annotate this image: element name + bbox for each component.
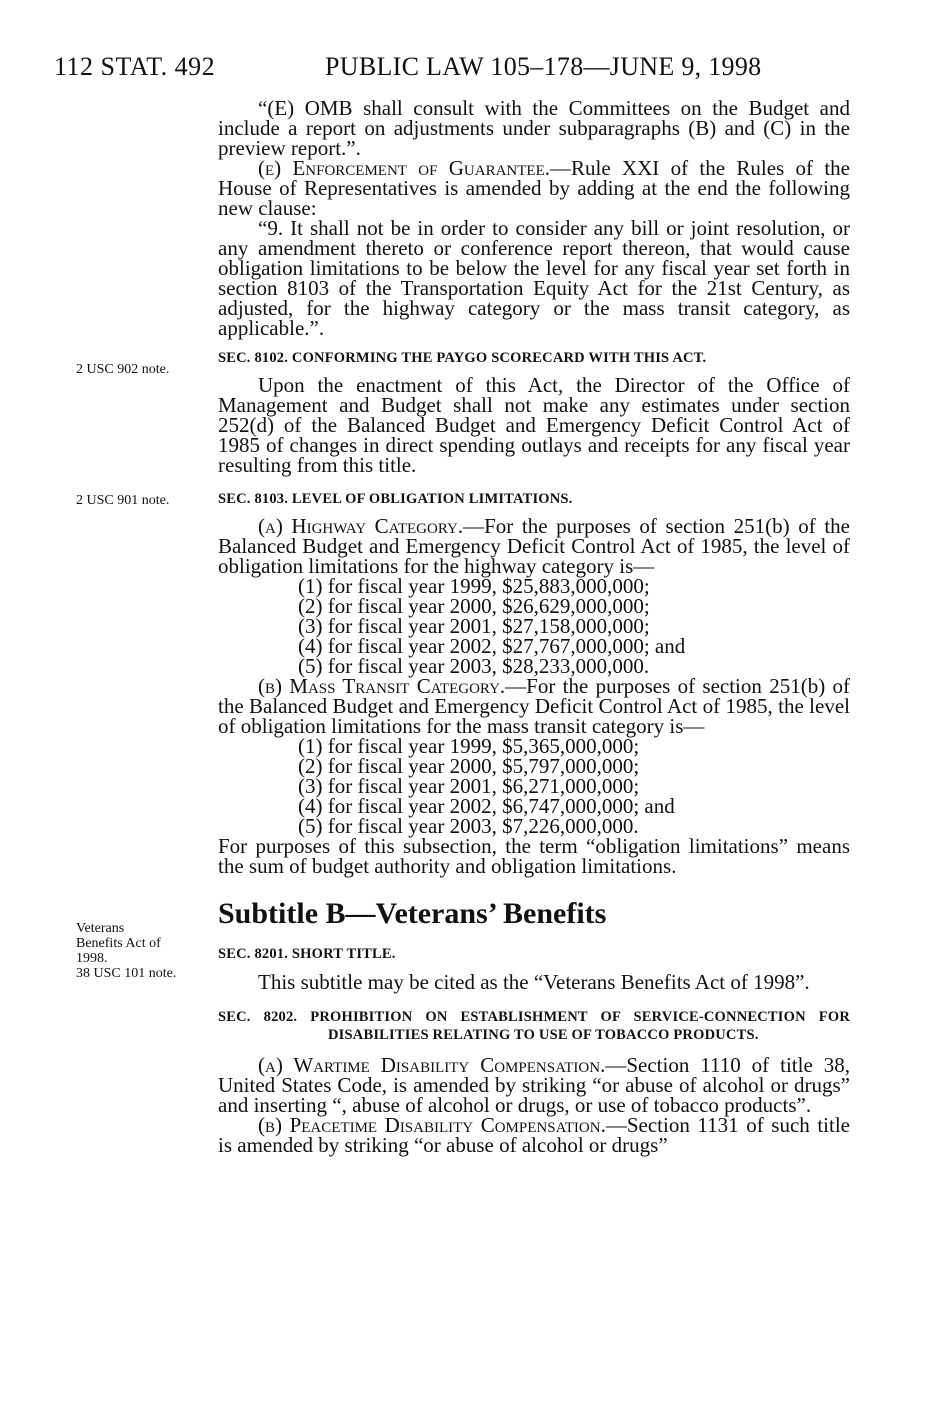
transit-item: (1) for fiscal year 1999, $5,365,000,000; [298,734,640,758]
clause-9: “9. It shall not be in order to consider any bill or joint resolution, or any amendment thereto or conference report thereon, that would cause obligation limitations to be below the level for any fiscal year set forth in section 8103 of the Transportation Equity Act for the 21st Century, as adjusted, for the highway category or the mass transit category, as applicable.”. [218,216,850,340]
enforcement-label: (e) Enforcement of Guarantee. [258,156,550,180]
enforcement-text: —Rule XXI of the Rules of the House of Representatives is amended by adding at the end the following new clause: [218,156,850,220]
margin-note-line: Benefits Act of [76,936,161,951]
sec-8201-heading: SEC. 8201. SHORT TITLE. [218,946,396,962]
subtitle-heading: Subtitle B—Veterans’ Benefits [218,897,607,930]
highway-text: —For the purposes of section 251(b) of the Balanced Budget and Emergency Deficit Control Act of 1985, the level of obligation limitations for the highway category is— [218,514,850,578]
sec-8103-heading: SEC. 8103. LEVEL OF OBLIGATION LIMITATIONS. [218,491,573,507]
transit-item: (2) for fiscal year 2000, $5,797,000,000; [298,754,640,778]
paragraph-peacetime [218,1115,850,1155]
sec-8201-text: This subtitle may be cited as the “Veterans Benefits Act of 1998”. [258,970,810,994]
paragraph-highway [218,516,850,576]
transit-item: (4) for fiscal year 2002, $6,747,000,000; and [298,794,675,818]
margin-note-veterans [76,921,216,981]
transit-item: (3) for fiscal year 2001, $6,271,000,000; [298,774,640,798]
page-reference: 112 STAT. 492 [54,52,216,81]
paragraph-wartime [218,1055,850,1115]
wartime-label: (a) Wartime Disability Compensation. [258,1053,606,1077]
transit-label: (b) Mass Transit Category. [258,674,506,698]
highway-item: (3) for fiscal year 2001, $27,158,000,000; [298,614,650,638]
transit-item: (5) for fiscal year 2003, $7,226,000,000. [298,814,639,838]
highway-label: (a) Highway Category. [258,514,464,538]
definition-paragraph: For purposes of this subsection, the term “obligation limitations” means the sum of budget authority and obligation limitations. [218,834,850,878]
body-text [218,98,850,1155]
highway-item: (2) for fiscal year 2000, $26,629,000,000; [298,594,650,618]
sec-8202-heading: SEC. 8202. PROHIBITION ON ESTABLISHMENT OF SERVICE-CONNECTION FOR DISABILITIES RELATING TO USE OF TOBACCO PRODUCTS. [218,1009,850,1043]
margin-note-line: Veterans [76,921,125,936]
peacetime-label: (b) Peacetime Disability Compensation. [258,1113,606,1137]
highway-item: (5) for fiscal year 2003, $28,233,000,000. [298,654,650,678]
margin-note-line: 1998. [76,951,108,966]
highway-item: (1) for fiscal year 1999, $25,883,000,000; [298,574,650,598]
paragraph-e-omb: “(E) OMB shall consult with the Committees on the Budget and include a report on adjustments under subparagraphs (B) and (C) in the preview report.”. [218,96,850,160]
paragraph-enforcement [218,158,850,218]
running-head: PUBLIC LAW 105–178—JUNE 9, 1998 [325,52,762,81]
margin-note-sec-8102: 2 USC 902 note. [76,362,170,377]
peacetime-text: —Section 1131 of such title is amended by striking “or abuse of alcohol or drugs” [218,1113,851,1157]
highway-item: (4) for fiscal year 2002, $27,767,000,000; and [298,634,686,658]
sec-8102-heading: SEC. 8102. CONFORMING THE PAYGO SCORECARD WITH THIS ACT. [218,350,707,366]
paragraph-mass-transit [218,676,850,736]
sec-8102-text: Upon the enactment of this Act, the Director of the Office of Management and Budget shall not make any estimates under section 252(d) of the Balanced Budget and Emergency Deficit Control Act of 1985 of changes in direct spending outlays and receipts for any fiscal year resulting from this title. [218,373,850,477]
wartime-text: —Section 1110 of title 38, United States Code, is amended by striking “or abuse of alcohol or drugs” and inserting “, abuse of alcohol or drugs, or use of tobacco products”. [218,1053,850,1117]
margin-note-sec-8103: 2 USC 901 note. [76,493,170,508]
margin-note-line: 38 USC 101 note. [76,966,177,981]
transit-text: —For the purposes of section 251(b) of the Balanced Budget and Emergency Deficit Control Act of 1985, the level of obligation limitations for the mass transit category is— [218,674,850,738]
